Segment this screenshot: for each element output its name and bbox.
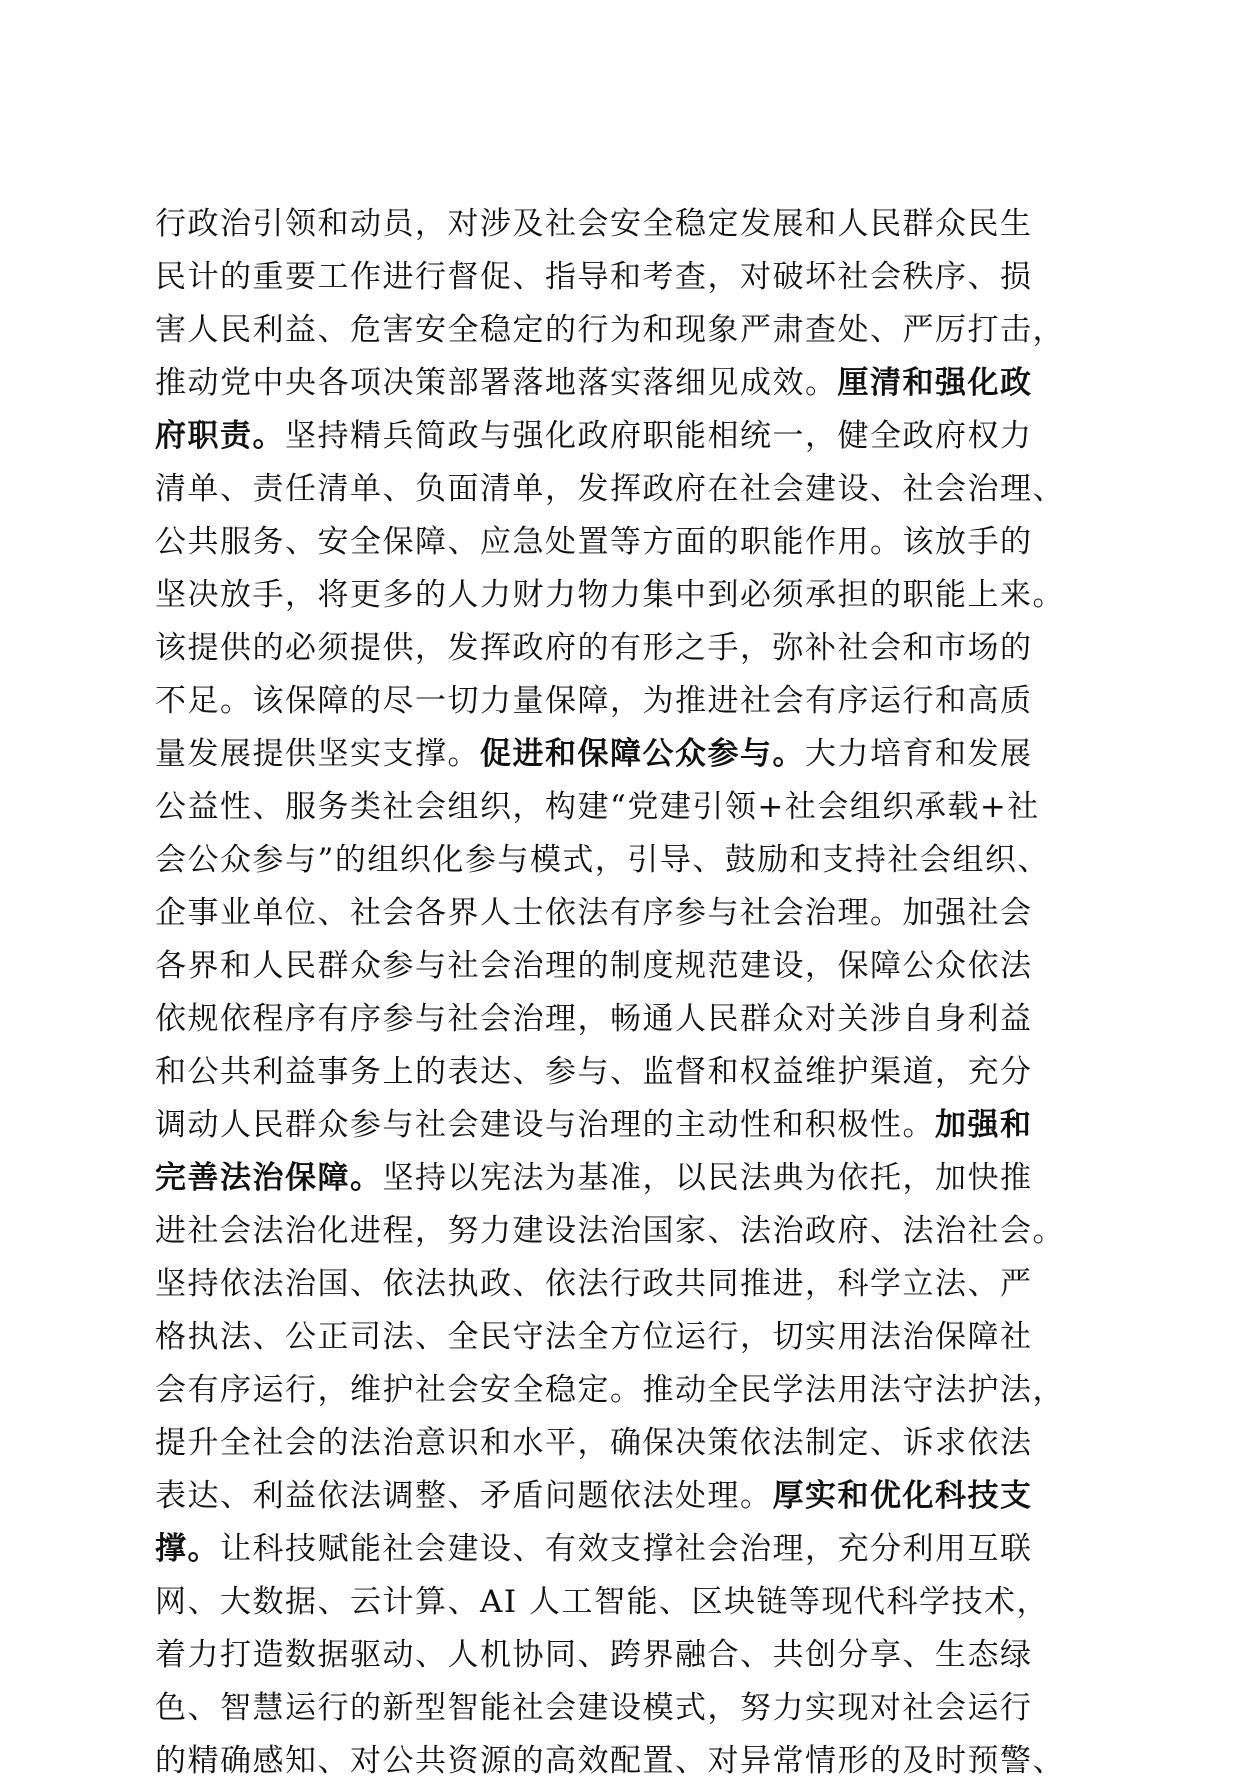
body-text-segment: 坚持以宪法为基准，以民法典为依托，加快推 [382, 1160, 1033, 1196]
body-text-segment: 网、大数据、云计算、AI 人工智能、区块链等现代科学技术， [155, 1584, 1049, 1620]
bold-heading-text: 厚实和优化科技支 [772, 1478, 1033, 1514]
body-text-segment: 坚决放手，将更多的人力财力物力集中到必须承担的职能上来。 [155, 577, 1065, 613]
text-line [155, 781, 1085, 834]
body-text-segment: 着力打造数据驱动、人机协同、跨界融合、共创分享、生态绿 [155, 1637, 1033, 1673]
text-line [155, 251, 1085, 304]
body-text-segment: 行政治引领和动员，对涉及社会安全稳定发展和人民群众民生 [155, 206, 1033, 242]
body-text-segment: 提升全社会的法治意识和水平，确保决策依法制定、诉求依法 [155, 1425, 1033, 1461]
body-text-segment: 公益性、服务类社会组织，构建“党建引领+社会组织承载+社 [155, 789, 1040, 825]
text-line [155, 1205, 1085, 1258]
text-line [155, 1417, 1085, 1470]
body-text-segment: 大力培育和发展 [805, 736, 1033, 772]
bold-heading-text: 厘清和强化政 [837, 365, 1033, 401]
body-text-segment: 企事业单位、社会各界人士依法有序参与社会治理。加强社会 [155, 895, 1033, 931]
bold-heading-text: 撑。 [155, 1531, 220, 1567]
body-text-segment: 公共服务、安全保障、应急处置等方面的职能作用。该放手的 [155, 524, 1033, 560]
text-line [155, 1258, 1085, 1311]
body-text-segment: 进社会法治化进程，努力建设法治国家、法治政府、法治社会。 [155, 1213, 1065, 1249]
body-text-segment: 的精确感知、对公共资源的高效配置、对异常情形的及时预警、 [155, 1743, 1065, 1779]
text-line [155, 198, 1085, 251]
text-line [155, 675, 1085, 728]
body-text-segment: 各界和人民群众参与社会治理的制度规范建设，保障公众依法 [155, 948, 1033, 984]
body-text-segment: 调动人民群众参与社会建设与治理的主动性和积极性。 [155, 1107, 935, 1143]
body-text-segment: 依规依程序有序参与社会治理，畅通人民群众对关涉自身利益 [155, 1001, 1033, 1037]
text-line [155, 1152, 1085, 1205]
body-text-segment: 量发展提供坚实支撑。 [155, 736, 480, 772]
body-text-segment: 和公共利益事务上的表达、参与、监督和权益维护渠道，充分 [155, 1054, 1033, 1090]
text-line [155, 1682, 1085, 1735]
text-line [155, 463, 1085, 516]
text-line [155, 887, 1085, 940]
text-line [155, 1523, 1085, 1576]
text-line [155, 304, 1085, 357]
body-text-segment: 该提供的必须提供，发挥政府的有形之手，弥补社会和市场的 [155, 630, 1033, 666]
body-text-segment: 会公众参与”的组织化参与模式，引导、鼓励和支持社会组织、 [155, 842, 1050, 878]
body-paragraph [155, 198, 1085, 1788]
body-text-segment: 会有序运行，维护社会安全稳定。推动全民学法用法守法护法， [155, 1372, 1065, 1408]
text-line [155, 1735, 1085, 1788]
body-text-segment: 坚持精兵简政与强化政府职能相统一，健全政府权力 [285, 418, 1033, 454]
bold-heading-text: 府职责。 [155, 418, 285, 454]
text-line [155, 569, 1085, 622]
body-text-segment: 害人民利益、危害安全稳定的行为和现象严肃查处、严厉打击， [155, 312, 1065, 348]
text-line [155, 728, 1085, 781]
body-text-segment: 推动党中央各项决策部署落地落实落细见成效。 [155, 365, 838, 401]
text-line [155, 940, 1085, 993]
body-text-segment: 表达、利益依法调整、矛盾问题依法处理。 [155, 1478, 773, 1514]
text-line [155, 1576, 1085, 1629]
text-line [155, 622, 1085, 675]
text-line [155, 993, 1085, 1046]
text-line [155, 1046, 1085, 1099]
bold-heading-text: 促进和保障公众参与。 [480, 736, 805, 772]
bold-heading-text: 完善法治保障。 [155, 1160, 383, 1196]
body-text-segment: 不足。该保障的尽一切力量保障，为推进社会有序运行和高质 [155, 683, 1033, 719]
body-text-segment: 清单、责任清单、负面清单，发挥政府在社会建设、社会治理、 [155, 471, 1065, 507]
text-line [155, 1311, 1085, 1364]
text-line [155, 357, 1085, 410]
text-line [155, 410, 1085, 463]
body-text-segment: 色、智慧运行的新型智能社会建设模式，努力实现对社会运行 [155, 1690, 1033, 1726]
text-line [155, 834, 1085, 887]
text-line [155, 516, 1085, 569]
text-line [155, 1470, 1085, 1523]
text-line [155, 1364, 1085, 1417]
body-text-segment: 格执法、公正司法、全民守法全方位运行，切实用法治保障社 [155, 1319, 1033, 1355]
body-text-segment: 民计的重要工作进行督促、指导和考查，对破坏社会秩序、损 [155, 259, 1033, 295]
text-line [155, 1629, 1085, 1682]
bold-heading-text: 加强和 [935, 1107, 1033, 1143]
body-text-segment: 让科技赋能社会建设、有效支撑社会治理，充分利用互联 [220, 1531, 1033, 1567]
text-line [155, 1099, 1085, 1152]
body-text-segment: 坚持依法治国、依法执政、依法行政共同推进，科学立法、严 [155, 1266, 1033, 1302]
